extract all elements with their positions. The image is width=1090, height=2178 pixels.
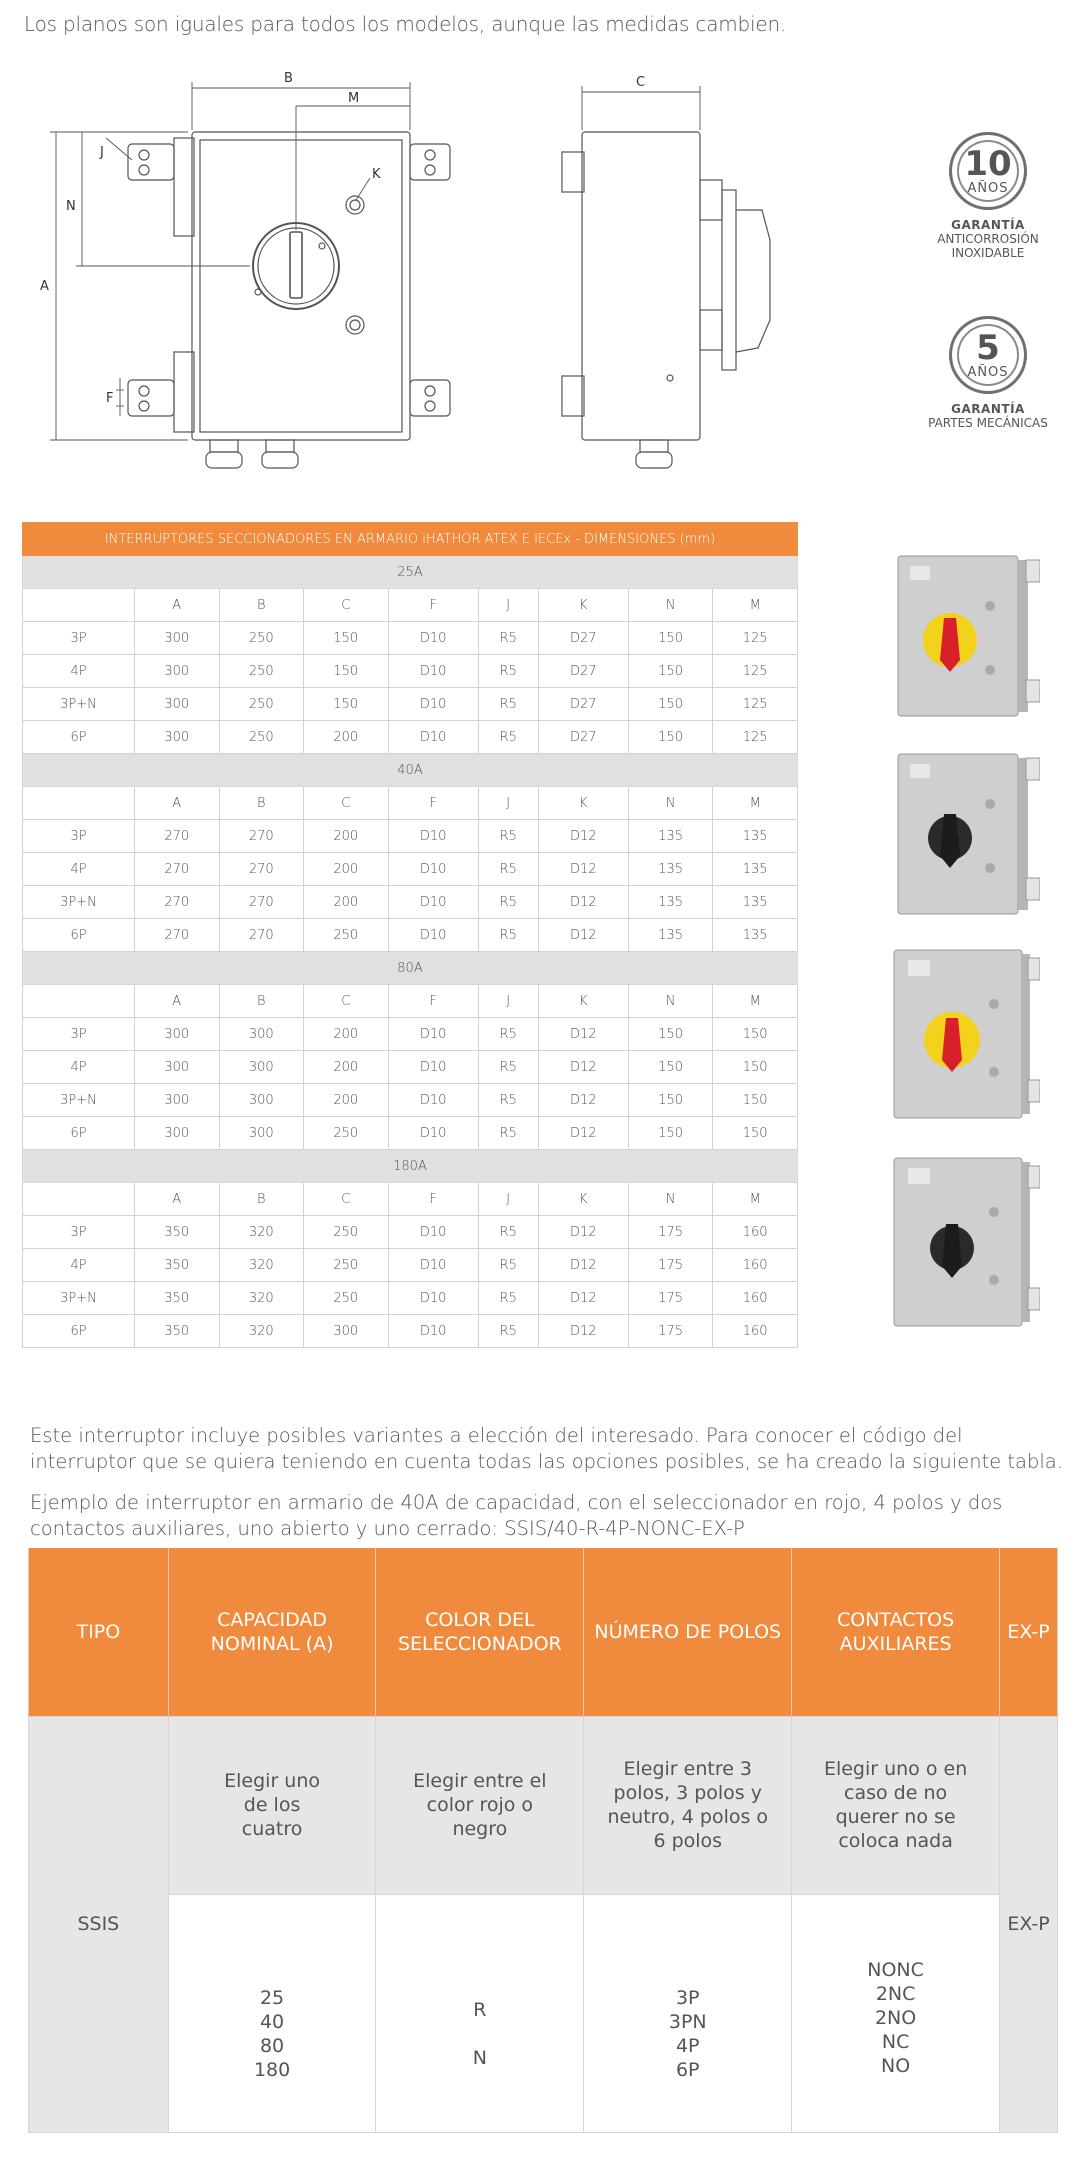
table-cell: D10 <box>388 1249 478 1282</box>
column-header: A <box>135 787 220 820</box>
header-color: COLOR DEL SELECCIONADOR <box>376 1548 584 1716</box>
table-cell: 200 <box>304 886 389 919</box>
column-header: F <box>388 1183 478 1216</box>
column-header: J <box>478 985 538 1018</box>
table-cell: D10 <box>388 853 478 886</box>
table-cell: 135 <box>628 853 713 886</box>
table-cell: 135 <box>628 820 713 853</box>
header-row <box>23 589 798 622</box>
table-cell: 200 <box>304 1084 389 1117</box>
column-header: K <box>538 787 628 820</box>
column-header: K <box>538 985 628 1018</box>
table-row <box>23 1216 798 1249</box>
column-header: A <box>135 1183 220 1216</box>
table-cell: R5 <box>478 1018 538 1051</box>
table-cell: 250 <box>304 919 389 952</box>
table-cell: 300 <box>135 1084 220 1117</box>
row-label: 3P <box>23 622 135 655</box>
table-cell: 175 <box>628 1315 713 1348</box>
dim-table-title: INTERRUPTORES SECCIONADORES EN ARMARIO iHATHOR ATEX E IECEx - DIMENSIONES (mm) <box>23 523 798 556</box>
table-row <box>23 886 798 919</box>
table-cell: D12 <box>538 1084 628 1117</box>
column-header: J <box>478 589 538 622</box>
desc-polos: Elegir entre 3 polos, 3 polos y neutro, 4 polos o 6 polos <box>584 1716 792 1894</box>
table-cell: R5 <box>478 622 538 655</box>
label-b: B <box>284 71 293 86</box>
table-cell: R5 <box>478 886 538 919</box>
table-cell: 270 <box>219 853 304 886</box>
column-header: M <box>713 787 798 820</box>
group-label: 25A <box>23 556 798 589</box>
table-cell: 150 <box>304 655 389 688</box>
table-cell: 150 <box>713 1018 798 1051</box>
badge-subtitle: PARTES MECÁNICAS <box>928 416 1048 430</box>
label-k: K <box>372 167 381 182</box>
color-values: R N <box>376 1894 584 2132</box>
warranty-badge-5 <box>908 316 1068 430</box>
polos-values: 3P 3PN 4P 6P <box>584 1894 792 2132</box>
table-row <box>23 622 798 655</box>
table-cell: D27 <box>538 622 628 655</box>
badge-title: GARANTÍA <box>951 402 1025 416</box>
warranty-seal-icon: 5 AÑOS <box>949 316 1027 394</box>
row-label: 6P <box>23 1315 135 1348</box>
table-cell: R5 <box>478 1249 538 1282</box>
contactos-values: NONC 2NC 2NO NC NO <box>792 1894 1000 2132</box>
table-cell: D12 <box>538 919 628 952</box>
table-cell: 270 <box>135 886 220 919</box>
table-cell: 150 <box>628 655 713 688</box>
table-cell: 250 <box>304 1117 389 1150</box>
table-cell: D12 <box>538 1216 628 1249</box>
table-cell: D10 <box>388 1018 478 1051</box>
table-cell: D12 <box>538 1315 628 1348</box>
table-cell: 150 <box>628 1018 713 1051</box>
header-capacidad: CAPACIDAD NOMINAL (A) <box>168 1548 376 1716</box>
header-row <box>23 787 798 820</box>
table-cell: D10 <box>388 1315 478 1348</box>
column-header: B <box>219 985 304 1018</box>
product-photo-black-large <box>880 1154 1040 1332</box>
group-label: 40A <box>23 754 798 787</box>
column-header: K <box>538 1183 628 1216</box>
table-cell: 320 <box>219 1249 304 1282</box>
label-j: J <box>100 145 104 160</box>
product-photo-red <box>880 550 1040 728</box>
table-cell: 350 <box>135 1216 220 1249</box>
table-cell: 150 <box>713 1051 798 1084</box>
table-cell: 300 <box>135 1117 220 1150</box>
table-cell: 135 <box>713 886 798 919</box>
table-cell: 135 <box>713 853 798 886</box>
technical-drawings <box>20 60 900 480</box>
row-label: 3P <box>23 1018 135 1051</box>
table-cell: R5 <box>478 1051 538 1084</box>
table-cell: 150 <box>304 688 389 721</box>
table-cell: 270 <box>135 919 220 952</box>
column-header: J <box>478 787 538 820</box>
table-cell: D12 <box>538 886 628 919</box>
table-cell: D12 <box>538 820 628 853</box>
row-label: 4P <box>23 655 135 688</box>
table-cell: D27 <box>538 688 628 721</box>
row-label: 4P <box>23 1249 135 1282</box>
dimensions-table <box>22 522 798 1348</box>
table-cell: 250 <box>304 1249 389 1282</box>
table-cell: 150 <box>713 1084 798 1117</box>
table-cell: R5 <box>478 1084 538 1117</box>
table-cell: D10 <box>388 1084 478 1117</box>
label-a: A <box>40 279 49 294</box>
table-row <box>23 820 798 853</box>
table-cell: D10 <box>388 688 478 721</box>
label-n: N <box>66 199 76 214</box>
table-cell: 300 <box>219 1084 304 1117</box>
table-cell: D10 <box>388 721 478 754</box>
header-contactos: CONTACTOS AUXILIARES <box>792 1548 1000 1716</box>
table-cell: 250 <box>219 622 304 655</box>
table-cell: 300 <box>219 1051 304 1084</box>
row-label: 4P <box>23 853 135 886</box>
table-row <box>23 1117 798 1150</box>
table-cell: 300 <box>135 622 220 655</box>
desc-capacidad: Elegir uno de los cuatro <box>168 1716 376 1894</box>
capacidad-values: 25 40 80 180 <box>168 1894 376 2132</box>
table-cell: 150 <box>628 1084 713 1117</box>
table-cell: 150 <box>628 688 713 721</box>
warranty-badge-10 <box>908 132 1068 260</box>
table-cell: 175 <box>628 1282 713 1315</box>
table-cell: D27 <box>538 655 628 688</box>
group-row <box>23 754 798 787</box>
row-label: 3P+N <box>23 688 135 721</box>
row-label: 3P <box>23 1216 135 1249</box>
table-cell: 270 <box>135 820 220 853</box>
header-empty <box>23 787 135 820</box>
column-header: N <box>628 1183 713 1216</box>
badge-subtitle-2: INOXIDABLE <box>951 246 1025 260</box>
exp-cell: EX-P <box>1000 1716 1058 2132</box>
table-cell: D10 <box>388 1216 478 1249</box>
column-header: F <box>388 985 478 1018</box>
badge-title: GARANTÍA <box>951 218 1025 232</box>
table-cell: 200 <box>304 820 389 853</box>
header-row <box>23 985 798 1018</box>
table-cell: 270 <box>135 853 220 886</box>
table-cell: 300 <box>135 721 220 754</box>
row-label: 6P <box>23 1117 135 1150</box>
side-enclosure <box>582 132 700 440</box>
row-label: 3P+N <box>23 886 135 919</box>
table-cell: 250 <box>304 1282 389 1315</box>
dimension-drawing <box>20 60 900 480</box>
header-empty <box>23 985 135 1018</box>
group-row <box>23 1150 798 1183</box>
column-header: N <box>628 787 713 820</box>
row-label: 3P+N <box>23 1084 135 1117</box>
table-row <box>23 1315 798 1348</box>
table-row <box>23 1282 798 1315</box>
table-cell: 320 <box>219 1282 304 1315</box>
product-photo-red-large <box>880 946 1040 1124</box>
badge-subtitle: ANTICORROSIÓN <box>937 232 1039 246</box>
table-cell: 175 <box>628 1216 713 1249</box>
table-cell: 270 <box>219 886 304 919</box>
table-cell: 160 <box>713 1249 798 1282</box>
label-m: M <box>348 91 360 106</box>
table-cell: 320 <box>219 1315 304 1348</box>
variants-paragraph: Este interruptor incluye posibles variantes a elección del interesado. Para conocer el código del interruptor que se quiera teniendo en cuenta todas las opciones posibles, se ha creado la siguiente tabla. <box>30 1424 1063 1473</box>
table-cell: 200 <box>304 1051 389 1084</box>
table-row <box>23 721 798 754</box>
table-cell: R5 <box>478 1117 538 1150</box>
dim-table-title-row <box>23 523 798 556</box>
table-cell: 200 <box>304 721 389 754</box>
table-row <box>23 853 798 886</box>
row-label: 3P+N <box>23 1282 135 1315</box>
header-exp: EX-P <box>1000 1548 1058 1716</box>
table-cell: 250 <box>219 688 304 721</box>
header-empty <box>23 1183 135 1216</box>
code-table <box>28 1548 1058 2133</box>
column-header: C <box>304 787 389 820</box>
column-header: M <box>713 1183 798 1216</box>
row-label: 4P <box>23 1051 135 1084</box>
table-cell: 350 <box>135 1282 220 1315</box>
table-cell: 160 <box>713 1282 798 1315</box>
table-cell: R5 <box>478 1282 538 1315</box>
table-cell: 250 <box>304 1216 389 1249</box>
table-cell: 125 <box>713 655 798 688</box>
warranty-seal-icon: 10 AÑOS <box>949 132 1027 210</box>
table-cell: 200 <box>304 853 389 886</box>
table-cell: 135 <box>713 919 798 952</box>
column-header: B <box>219 1183 304 1216</box>
table-row <box>23 1249 798 1282</box>
table-cell: 270 <box>219 919 304 952</box>
group-row <box>23 556 798 589</box>
table-cell: 270 <box>219 820 304 853</box>
table-cell: R5 <box>478 820 538 853</box>
group-label: 80A <box>23 952 798 985</box>
table-cell: D12 <box>538 1117 628 1150</box>
table-cell: D10 <box>388 886 478 919</box>
header-empty <box>23 589 135 622</box>
table-cell: D10 <box>388 1117 478 1150</box>
table-cell: 150 <box>713 1117 798 1150</box>
column-header: K <box>538 589 628 622</box>
table-cell: D10 <box>388 622 478 655</box>
table-cell: 160 <box>713 1315 798 1348</box>
table-cell: D12 <box>538 1282 628 1315</box>
table-cell: D12 <box>538 853 628 886</box>
column-header: F <box>388 589 478 622</box>
table-cell: 300 <box>219 1018 304 1051</box>
column-header: N <box>628 589 713 622</box>
column-header: A <box>135 589 220 622</box>
row-label: 3P <box>23 820 135 853</box>
column-header: M <box>713 985 798 1018</box>
table-row <box>23 688 798 721</box>
table-cell: D27 <box>538 721 628 754</box>
table-cell: R5 <box>478 1315 538 1348</box>
column-header: J <box>478 1183 538 1216</box>
column-header: C <box>304 589 389 622</box>
table-cell: R5 <box>478 655 538 688</box>
table-cell: 150 <box>304 622 389 655</box>
table-row <box>23 1051 798 1084</box>
table-cell: 125 <box>713 688 798 721</box>
table-row <box>23 919 798 952</box>
table-cell: 300 <box>219 1117 304 1150</box>
label-c: C <box>636 75 646 90</box>
desc-contactos: Elegir uno o en caso de no querer no se coloca nada <box>792 1716 1000 1894</box>
table-cell: 135 <box>628 919 713 952</box>
tipo-cell: SSIS <box>29 1716 169 2132</box>
table-cell: 135 <box>628 886 713 919</box>
table-row <box>23 1018 798 1051</box>
table-cell: 350 <box>135 1315 220 1348</box>
header-tipo: TIPO <box>29 1548 169 1716</box>
table-cell: 125 <box>713 721 798 754</box>
table-cell: 300 <box>135 655 220 688</box>
table-cell: 320 <box>219 1216 304 1249</box>
table-cell: D12 <box>538 1051 628 1084</box>
table-cell: 250 <box>219 655 304 688</box>
table-cell: 150 <box>628 721 713 754</box>
column-header: B <box>219 589 304 622</box>
desc-color: Elegir entre el color rojo o negro <box>376 1716 584 1894</box>
column-header: C <box>304 985 389 1018</box>
table-cell: D10 <box>388 820 478 853</box>
group-label: 180A <box>23 1150 798 1183</box>
example-paragraph: Ejemplo de interruptor en armario de 40A de capacidad, con el seleccionador en rojo, 4 polos y dos contactos auxiliares, uno abierto y uno cerrado: SSIS/40-R-4P-NONC-EX-P <box>30 1491 1003 1540</box>
table-cell: D10 <box>388 1051 478 1084</box>
table-cell: 150 <box>628 1117 713 1150</box>
column-header: N <box>628 985 713 1018</box>
column-header: C <box>304 1183 389 1216</box>
row-label: 6P <box>23 721 135 754</box>
table-cell: D12 <box>538 1018 628 1051</box>
table-cell: 150 <box>628 622 713 655</box>
table-cell: R5 <box>478 721 538 754</box>
table-cell: R5 <box>478 853 538 886</box>
column-header: A <box>135 985 220 1018</box>
row-label: 6P <box>23 919 135 952</box>
table-cell: 160 <box>713 1216 798 1249</box>
group-row <box>23 952 798 985</box>
table-cell: 300 <box>135 1018 220 1051</box>
table-cell: R5 <box>478 688 538 721</box>
table-cell: 350 <box>135 1249 220 1282</box>
product-photo-black <box>880 748 1040 926</box>
table-cell: 135 <box>713 820 798 853</box>
table-cell: 150 <box>628 1051 713 1084</box>
table-cell: D10 <box>388 655 478 688</box>
label-f: F <box>106 391 114 406</box>
table-cell: D10 <box>388 919 478 952</box>
table-cell: 175 <box>628 1249 713 1282</box>
intro-text: Los planos son iguales para todos los modelos, aunque las medidas cambien. <box>24 12 787 36</box>
table-cell: 300 <box>304 1315 389 1348</box>
table-row <box>23 655 798 688</box>
table-cell: 200 <box>304 1018 389 1051</box>
table-cell: R5 <box>478 919 538 952</box>
table-cell: D12 <box>538 1249 628 1282</box>
table-cell: D10 <box>388 1282 478 1315</box>
column-header: F <box>388 787 478 820</box>
table-row <box>23 1084 798 1117</box>
header-polos: NÚMERO DE POLOS <box>584 1548 792 1716</box>
column-header: M <box>713 589 798 622</box>
table-cell: R5 <box>478 1216 538 1249</box>
table-cell: 300 <box>135 688 220 721</box>
header-row <box>23 1183 798 1216</box>
table-cell: 125 <box>713 622 798 655</box>
column-header: B <box>219 787 304 820</box>
table-cell: 300 <box>135 1051 220 1084</box>
table-cell: 250 <box>219 721 304 754</box>
